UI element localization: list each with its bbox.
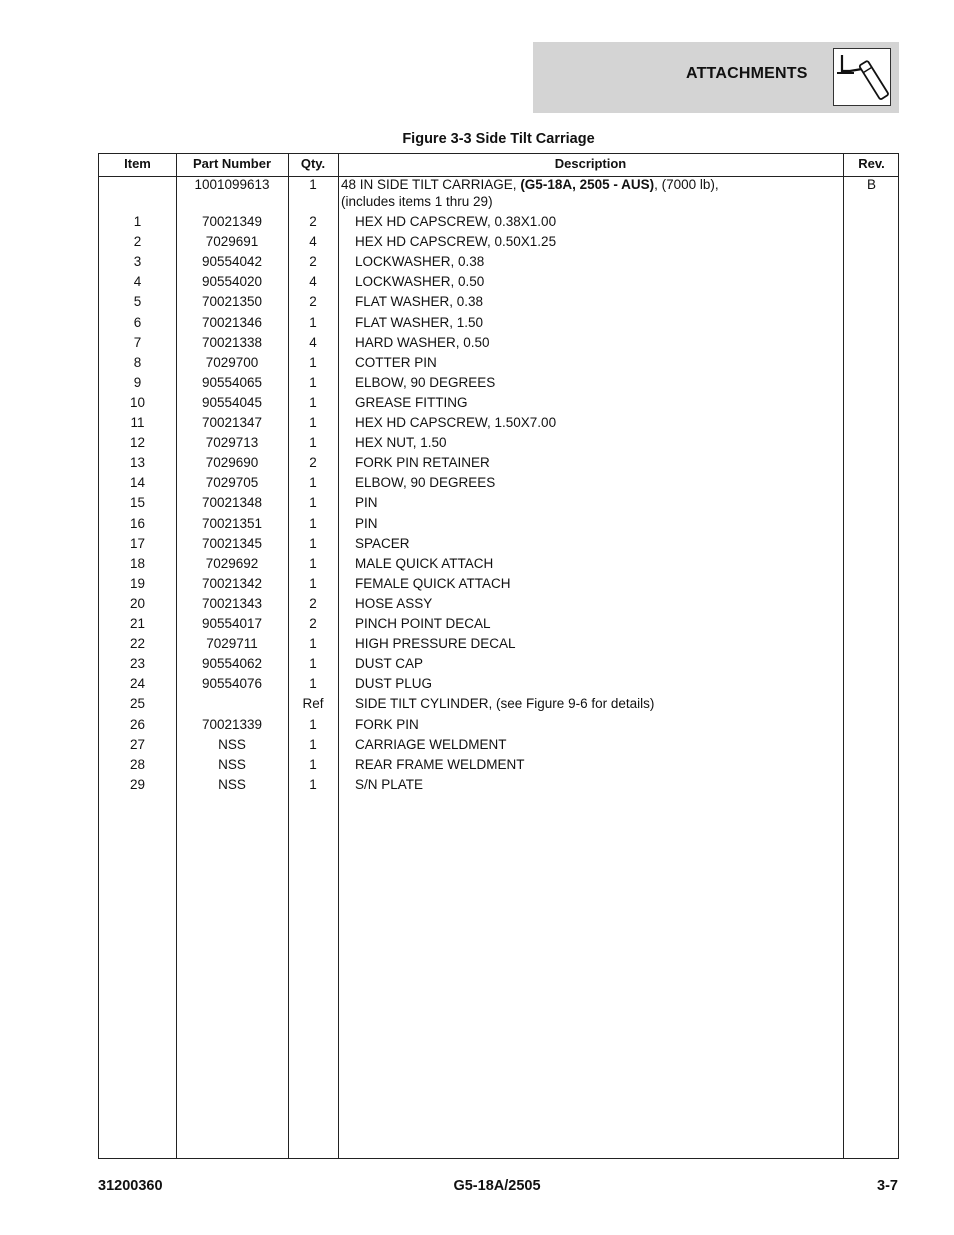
- description-cell: LOCKWASHER, 0.38: [355, 254, 485, 270]
- part-number-cell: NSS: [218, 776, 246, 792]
- table-row: [99, 234, 898, 254]
- part-number-cell: 70021350: [201, 294, 263, 310]
- table-row: [99, 696, 898, 716]
- qty-cell: 1: [309, 354, 317, 370]
- description-cell: SIDE TILT CYLINDER, (see Figure 9-6 for details): [355, 696, 655, 712]
- table-row: [99, 717, 898, 737]
- footer-page-number: 3-7: [877, 1178, 898, 1194]
- table-row: [99, 556, 898, 576]
- description-cell: ELBOW, 90 DEGREES: [355, 374, 496, 390]
- part-number-cell: 70021342: [201, 575, 263, 591]
- part-number-cell: 70021351: [201, 515, 263, 531]
- figure-title: Figure 3-3 Side Tilt Carriage: [402, 131, 595, 147]
- description-cell: HARD WASHER, 0.50: [355, 334, 490, 350]
- description-cell: S/N PLATE: [355, 776, 424, 792]
- part-number-cell: 7029705: [205, 475, 259, 491]
- item-cell: 12: [129, 435, 146, 451]
- item-cell: 11: [130, 415, 145, 430]
- footer-document-number: 31200360: [98, 1178, 163, 1194]
- table-row: [99, 616, 898, 636]
- part-number-cell: 70021338: [201, 334, 263, 350]
- qty-cell: 1: [309, 495, 317, 511]
- qty-cell: 2: [309, 455, 317, 471]
- description-cell: FLAT WASHER, 1.50: [355, 314, 484, 330]
- qty-cell: 1: [309, 656, 317, 672]
- qty-cell: 1: [309, 415, 317, 430]
- item-cell: 10: [129, 394, 146, 410]
- description-cell: REAR FRAME WELDMENT: [355, 756, 525, 772]
- item-cell: 7: [133, 334, 142, 350]
- description-cell: SPACER: [355, 535, 410, 551]
- qty-cell: 1: [309, 636, 317, 652]
- part-number-cell: 70021349: [201, 214, 263, 229]
- description-cell: FORK PIN RETAINER: [355, 455, 490, 471]
- item-cell: 18: [129, 555, 146, 571]
- item-cell: 28: [129, 756, 146, 772]
- description-prefix: 48 IN SIDE TILT CARRIAGE,: [341, 177, 521, 192]
- parts-table: [98, 153, 899, 1159]
- description-cell: HEX HD CAPSCREW, 0.50X1.25: [355, 234, 557, 250]
- column-header-part-number: Part Number: [192, 156, 272, 171]
- footer-model: G5-18A/2505: [453, 1178, 541, 1194]
- qty-cell: 1: [309, 394, 317, 410]
- part-number-cell: 70021345: [201, 535, 263, 551]
- description-cell: [341, 177, 719, 192]
- item-cell: 23: [129, 656, 146, 672]
- part-number-cell: 70021347: [201, 415, 263, 430]
- table-row: [99, 294, 898, 314]
- column-header-qty: Qty.: [300, 156, 326, 171]
- item-cell: 20: [129, 595, 146, 611]
- qty-cell: 1: [309, 676, 317, 692]
- qty-cell: 4: [309, 274, 317, 290]
- qty-cell: 2: [309, 595, 317, 611]
- table-row-main-assembly: [99, 177, 898, 209]
- description-cell: FLAT WASHER, 0.38: [355, 294, 484, 310]
- part-number-cell: NSS: [218, 736, 246, 752]
- description-cell: HOSE ASSY: [355, 595, 433, 611]
- description-cell: GREASE FITTING: [355, 394, 468, 410]
- item-cell: 26: [129, 716, 146, 732]
- description-cell: DUST PLUG: [355, 676, 433, 692]
- qty-cell: 1: [309, 177, 317, 192]
- item-cell: 4: [133, 274, 142, 290]
- qty-cell: 2: [309, 254, 317, 270]
- table-row: [99, 596, 898, 616]
- qty-cell: 1: [309, 776, 317, 792]
- item-cell: 15: [129, 495, 146, 511]
- part-number-cell: 7029711: [206, 636, 258, 652]
- item-cell: 16: [129, 515, 146, 531]
- part-number-cell: 70021339: [201, 716, 263, 732]
- qty-cell: Ref: [302, 696, 324, 712]
- item-cell: 8: [133, 354, 142, 370]
- item-cell: 9: [133, 374, 142, 390]
- item-cell: 1: [133, 214, 142, 229]
- column-header-rev: Rev.: [858, 156, 885, 171]
- part-number-cell: 7029713: [205, 435, 259, 451]
- description-cell: LOCKWASHER, 0.50: [355, 274, 485, 290]
- part-number-cell: 90554042: [201, 254, 263, 270]
- part-number-cell: 7029691: [205, 234, 259, 250]
- description-cell: HEX NUT, 1.50: [355, 435, 447, 451]
- table-row: [99, 536, 898, 556]
- description-suffix: , (7000 lb),: [654, 177, 719, 192]
- part-number-cell: 1001099613: [194, 177, 270, 192]
- qty-cell: 1: [309, 756, 317, 772]
- part-number-cell: 70021343: [201, 595, 263, 611]
- qty-cell: 1: [309, 374, 317, 390]
- table-row: [99, 455, 898, 475]
- table-row: [99, 576, 898, 596]
- description-cell: PIN: [355, 515, 378, 531]
- qty-cell: 1: [309, 435, 317, 451]
- attachment-hook-icon: [833, 48, 891, 106]
- column-header-item: Item: [124, 156, 151, 171]
- description-cell: CARRIAGE WELDMENT: [355, 736, 507, 752]
- item-cell: 19: [129, 575, 146, 591]
- qty-cell: 2: [309, 616, 317, 631]
- table-row: [99, 737, 898, 757]
- qty-cell: 1: [309, 555, 317, 571]
- item-cell: 21: [129, 616, 146, 631]
- item-cell: 6: [133, 314, 142, 330]
- part-number-cell: 90554076: [201, 676, 263, 692]
- qty-cell: 2: [309, 214, 317, 229]
- qty-cell: 1: [309, 475, 317, 491]
- table-row: [99, 636, 898, 656]
- part-number-cell: 90554062: [201, 656, 263, 672]
- qty-cell: 4: [309, 334, 317, 350]
- table-row: [99, 777, 898, 797]
- table-row: [99, 435, 898, 455]
- table-row: [99, 214, 898, 234]
- table-row: [99, 375, 898, 395]
- part-number-cell: 70021346: [201, 314, 263, 330]
- qty-cell: 1: [309, 515, 317, 531]
- table-row: [99, 757, 898, 777]
- item-cell: 3: [133, 254, 142, 270]
- item-cell: 5: [133, 294, 142, 310]
- qty-cell: 1: [309, 716, 317, 732]
- part-number-cell: 90554020: [201, 274, 263, 290]
- description-cell: HEX HD CAPSCREW, 0.38X1.00: [355, 214, 557, 229]
- part-number-cell: NSS: [218, 756, 246, 772]
- qty-cell: 2: [309, 294, 317, 310]
- table-row: [99, 274, 898, 294]
- table-row: [99, 254, 898, 274]
- table-row: [99, 315, 898, 335]
- description-cell: FORK PIN: [355, 716, 419, 732]
- part-number-cell: 7029690: [205, 455, 259, 471]
- description-cell: HIGH PRESSURE DECAL: [355, 636, 516, 652]
- rev-cell: B: [866, 177, 876, 192]
- item-cell: 17: [129, 535, 146, 551]
- qty-cell: 1: [309, 575, 317, 591]
- table-row: [99, 335, 898, 355]
- item-cell: 27: [129, 736, 146, 752]
- part-number-cell: 7029700: [205, 354, 259, 370]
- description-cell: MALE QUICK ATTACH: [355, 555, 494, 571]
- item-cell: 22: [129, 636, 146, 652]
- item-cell: 13: [129, 455, 146, 471]
- item-cell: 2: [133, 234, 142, 250]
- description-cell: DUST CAP: [355, 656, 424, 672]
- qty-cell: 1: [309, 314, 317, 330]
- description-model: (G5-18A, 2505 - AUS): [520, 177, 655, 192]
- part-number-cell: 90554045: [201, 394, 263, 410]
- description-cell: PIN: [355, 495, 378, 511]
- qty-cell: 1: [309, 736, 317, 752]
- table-row: [99, 415, 898, 435]
- item-cell: 25: [129, 696, 146, 712]
- table-row: [99, 516, 898, 536]
- column-header-description: Description: [554, 156, 627, 171]
- description-cell: HEX HD CAPSCREW, 1.50X7.00: [355, 415, 557, 430]
- description-cell: COTTER PIN: [355, 354, 437, 370]
- table-row: [99, 676, 898, 696]
- qty-cell: 4: [309, 234, 317, 250]
- item-cell: 29: [129, 776, 146, 792]
- description-cell: FEMALE QUICK ATTACH: [355, 575, 511, 591]
- table-row: [99, 656, 898, 676]
- part-number-cell: 90554065: [201, 374, 263, 390]
- table-row: [99, 355, 898, 375]
- part-number-cell: 7029692: [205, 555, 259, 571]
- qty-cell: 1: [309, 535, 317, 551]
- description-continuation: (includes items 1 thru 29): [341, 194, 493, 209]
- part-number-cell: 70021348: [201, 495, 263, 511]
- description-cell: PINCH POINT DECAL: [355, 616, 491, 631]
- item-cell: 24: [129, 676, 146, 692]
- table-row: [99, 395, 898, 415]
- table-row: [99, 495, 898, 515]
- description-cell: ELBOW, 90 DEGREES: [355, 475, 496, 491]
- item-cell: 14: [129, 475, 146, 491]
- part-number-cell: 90554017: [201, 616, 263, 631]
- section-title: ATTACHMENTS: [686, 65, 808, 82]
- table-row: [99, 475, 898, 495]
